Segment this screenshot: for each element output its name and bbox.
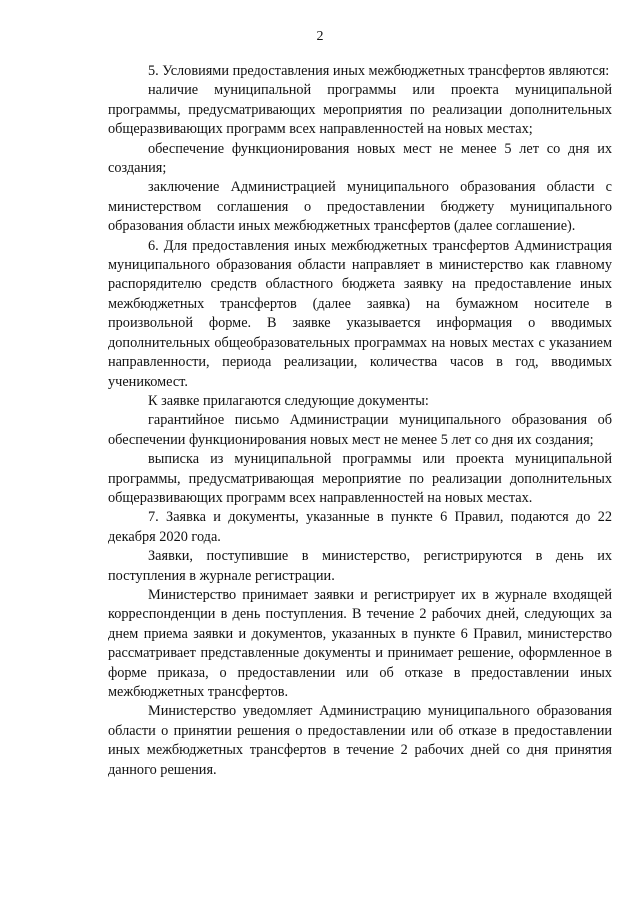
paragraph-program-extract: выписка из муниципальной программы или проекта муниципальной программы, предусматривающая мероприятие по реализации дополнительных общеразвивающих программ всех направленностей на новых местах. <box>108 451 612 506</box>
paragraph-agreement: заключение Администрацией муниципального образования области с министерством соглашения о предоставлении бюджету муниципального образования области иных межбюджетных трансфертов (далее соглашение). <box>108 179 612 235</box>
paragraph-municipal-program: наличие муниципальной программы или проекта муниципальной программы, предусматривающих мероприятия по реализации дополнительных общеразвивающих программ всех направленностей на новых местах; <box>108 82 612 138</box>
page-number: 2 <box>316 29 324 44</box>
paragraph-ministry-review: Министерство принимает заявки и регистрирует их в журнале входящей корреспонденции в день поступления. В течение 2 рабочих дней, следующих за днем приема заявки и документов, указанных в пункте 6 Правил, министерство рассматривает представленные документы и принимает решение, оформленное в форме приказа, о предоставлении или об отказе в предоставлении иных межбюджетных трансфертов. <box>108 586 612 700</box>
paragraph-new-places-operation: обеспечение функционирования новых мест не менее 5 лет со дня их создания; <box>108 140 612 177</box>
paragraph-attached-documents: К заявке прилагаются следующие документы: <box>148 392 429 409</box>
paragraph-registration: Заявки, поступившие в министерство, регистрируются в день их поступления в журнале регистрации. <box>108 548 612 584</box>
paragraph-guarantee-letter: гарантийное письмо Администрации муниципального образования об обеспечении функционирования новых мест не менее 5 лет со дня их создания; <box>108 412 612 448</box>
document-body <box>108 62 612 780</box>
paragraph-ministry-notification: Министерство уведомляет Администрацию муниципального образования области о принятии решения о предоставлении или об отказе в предоставлении иных межбюджетных трансфертов в течение 2 рабочих дней со дня принятия данного решения. <box>108 703 612 778</box>
paragraph-7-deadline: 7. Заявка и документы, указанные в пункте 6 Правил, подаются до 22 декабря 2020 года. <box>108 509 612 545</box>
paragraph-5-conditions: 5. Условиями предоставления иных межбюджетных трансфертов являются: <box>148 63 610 79</box>
paragraph-6-application: 6. Для предоставления иных межбюджетных трансфертов Администрация муниципального образования области направляет в министерство как главному распорядителю средств областного бюджета заявку на предоставление иных межбюджетных трансфертов (далее заявка) на бумажном носителе в произвольной форме. В заявке указывается информация о вводимых дополнительных общеобразовательных программах на новых местах с указанием направленности, периода реализации, количества часов в год, вводимых ученикомест. <box>108 237 612 390</box>
